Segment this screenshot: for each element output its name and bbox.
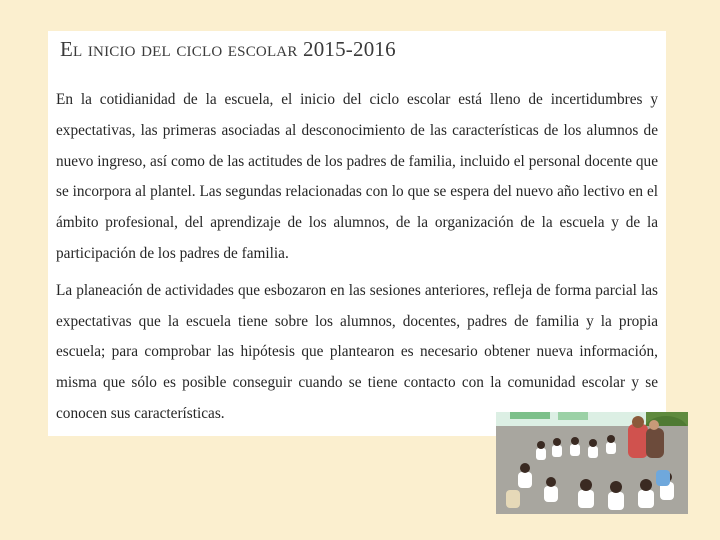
document-page [48,31,666,436]
paragraph-2: La planeación de actividades que esbozaron en las sesiones anteriores, refleja de forma parcial las expectativas que la escuela tiene sobre los alumnos, docentes, padres de familia y la propia escuela; para comprobar las hipótesis que plantearon es necesario obtener nueva información, misma que sólo es posible conseguir cuando se tiene contacto con la comunidad escolar y se conocen sus características. [56,281,658,422]
paragraph-1: En la cotidianidad de la escuela, el inicio del ciclo escolar está lleno de incertidumbres y expectativas, las primeras asociadas al desconocimiento de las características de los alumnos de nuevo ingreso, así como de las actitudes de los padres de familia, incluido el personal docente que se incorpora al plantel. Las segundas relacionadas con lo que se espera del nuevo año lectivo en el ámbito profesional, del aprendizaje de los alumnos, de la organización de la escuela y de la participación de los padres de familia. [56,91,658,262]
document-title: El inicio del ciclo escolar 2015-2016 [60,37,396,61]
classroom-photo [496,412,688,514]
